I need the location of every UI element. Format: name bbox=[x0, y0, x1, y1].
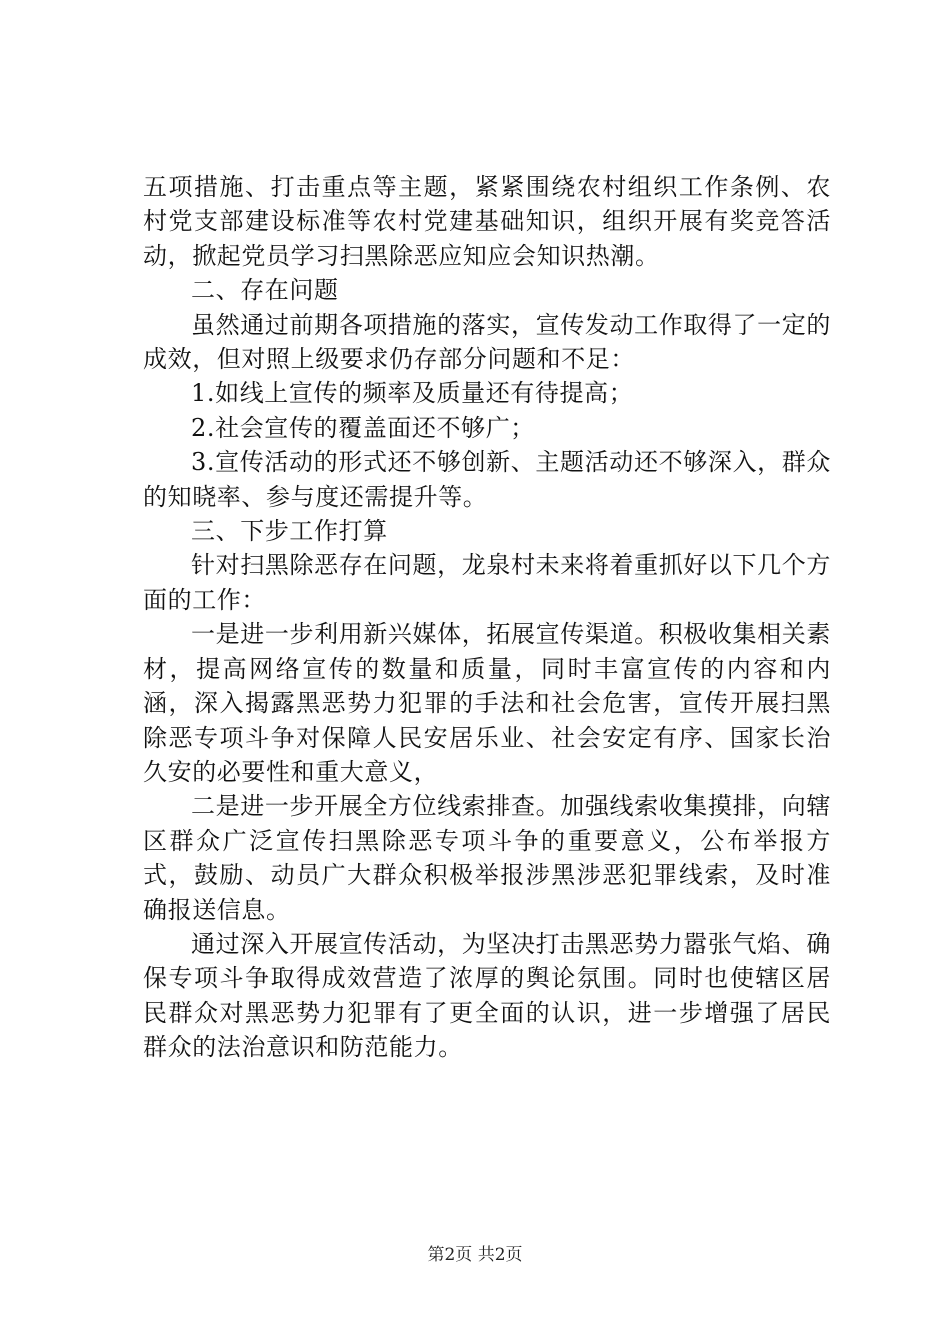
section-heading-next-steps: 三、下步工作打算 bbox=[191, 517, 388, 546]
paragraph-continuation: 五项措施、打击重点等主题，紧紧围绕农村组织工作条例、农村党支部建设标准等农村党建基础知识，组织开展有奖竞答活动，掀起党员学习扫黑除恶应知应会知识热潮。 bbox=[143, 173, 831, 270]
list-item-problem-3: 3.宣传活动的形式还不够创新、主题活动还不够深入，群众的知晓率、参与度还需提升等。 bbox=[143, 448, 831, 511]
section-heading-problems: 二、存在问题 bbox=[191, 276, 339, 305]
document-body bbox=[143, 170, 831, 1065]
paragraph-step-two: 二是进一步开展全方位线索排查。加强线索收集摸排，向辖区群众广泛宣传扫黑除恶专项斗争的重要意义，公布举报方式，鼓励、动员广大群众积极举报涉黑涉恶犯罪线索，及时准确报送信息。 bbox=[143, 792, 831, 924]
paragraph-step-one: 一是进一步利用新兴媒体，拓展宣传渠道。积极收集相关素材，提高网络宣传的数量和质量，同时丰富宣传的内容和内涵，深入揭露黑恶势力犯罪的手法和社会危害，宣传开展扫黑除恶专项斗争对保障人民安居乐业、社会安定有序、国家长治久安的必要性和重大意义， bbox=[143, 620, 831, 786]
page-number-footer: 第2页 共2页 bbox=[427, 1245, 523, 1265]
paragraph-conclusion: 通过深入开展宣传活动，为坚决打击黑恶势力嚣张气焰、确保专项斗争取得成效营造了浓厚的舆论氛围。同时也使辖区居民群众对黑恶势力犯罪有了更全面的认识，进一步增强了居民群众的法治意识和防范能力。 bbox=[143, 929, 831, 1062]
paragraph-next-steps-intro: 针对扫黑除恶存在问题，龙泉村未来将着重抓好以下几个方面的工作： bbox=[143, 551, 831, 614]
list-item-problem-1: 1.如线上宣传的频率及质量还有待提高； bbox=[191, 379, 634, 408]
paragraph-problems-intro: 虽然通过前期各项措施的落实，宣传发动工作取得了一定的成效，但对照上级要求仍存部分问题和不足： bbox=[143, 310, 831, 374]
list-item-problem-2: 2.社会宣传的覆盖面还不够广； bbox=[191, 413, 535, 442]
